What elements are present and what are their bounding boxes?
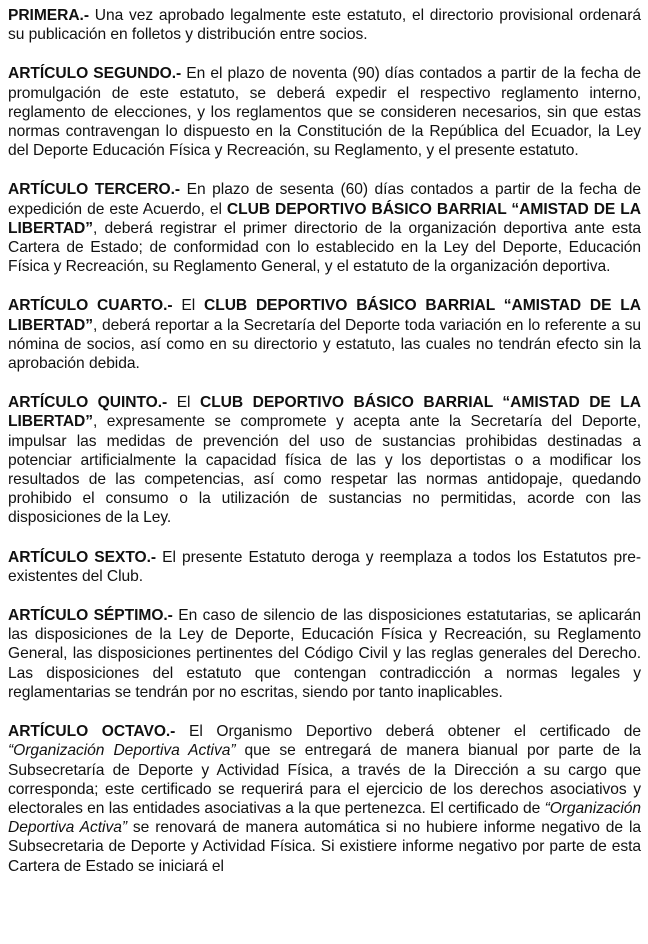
article-heading: ARTÍCULO CUARTO.- [8,297,173,315]
certificate-name: “Organización Deportiva Activa” [8,742,236,760]
club-name: CLUB DEPORTIVO BÁSICO BARRIAL “AMISTAD DE LA LIBERTAD” [8,297,641,334]
article-text: En caso de silencio de las disposiciones estatutarias, se aplicarán las disposiciones de la Ley de Deporte, Educación Física y Recreación, su Reglamento General, las disposiciones pertinentes del Código Civil y las reglas generales del Derecho. Las disposiciones del estatuto que contengan contradicción a normas legales y reglamentarias se tendrán por no escritas, siendo por tanto inaplicables. [8,607,641,701]
article-sexto [8,548,641,586]
article-text: se renovará de manera automática si no hubiere informe negativo de la Subsecretaria de Deporte y Actividad Física. Si existiere informe negativo por parte de esta Cartera de Estado se iniciará el [8,819,641,875]
article-octavo [8,722,641,876]
article-text: En el plazo de noventa (90) días contados a partir de la fecha de promulgación de este estatuto, se deberá expedir el respectivo reglamento interno, reglamento de elecciones, y los reglamentos que se consideren necesarios, sin que estas normas contravengan lo dispuesto en la Constitución de la República del Ecuador, la Ley del Deporte Educación Física y Recreación, su Reglamento, y el presente estatuto. [8,65,641,160]
article-cuarto [8,296,641,373]
club-name: CLUB DEPORTIVO BÁSICO BARRIAL “AMISTAD DE LA LIBERTAD” [8,200,641,237]
article-text: , deberá reportar a la Secretaría del Deporte toda variación en lo referente a su nómina de socios, así como en su directorio y estatuto, las cuales no tendrán efecto sin la aprobación debida. [8,316,641,373]
article-text: , deberá registrar el primer directorio de la organización deportiva ante esta Cartera de Estado; de conformidad con lo establecido en la Ley del Deporte, Educación Física y Recreación, su Reglamento General, y el estatuto de la organización deportiva. [8,219,641,276]
article-primera [8,6,641,44]
article-heading: PRIMERA.- [8,7,89,24]
article-heading: ARTÍCULO TERCERO.- [8,181,181,199]
article-segundo [8,64,641,160]
article-septimo [8,606,641,702]
club-name: CLUB DEPORTIVO BÁSICO BARRIAL “AMISTAD DE LA LIBERTAD” [8,394,641,431]
article-tercero [8,180,641,276]
article-text: El Organismo Deportivo deberá obtener el certificado de [175,723,641,741]
article-text: , expresamente se compromete y acepta ante la Secretaría del Deporte, impulsar las medidas de prevención del uso de sustancias prohibidas destinadas a potenciar artificialmente la capacidad física de las y los deportistas o a modificar los resultados de las competencias, así como respetar las normas antidopaje, quedando prohibido el consumo o la utilización de sustancias no permitidas, acorde con las disposiciones de la Ley. [8,413,641,527]
article-text: El presente Estatuto deroga y reemplaza a todos los Estatutos pre-existentes del Club. [8,548,641,585]
certificate-name: “Organización Deportiva Activa” [8,799,641,837]
article-heading: ARTÍCULO SEXTO.- [8,548,157,566]
article-text: El [172,297,205,315]
article-heading: ARTÍCULO OCTAVO.- [8,723,176,741]
article-heading: ARTÍCULO SÉPTIMO.- [8,607,173,625]
article-text: Una vez aprobado legalmente este estatuto, el directorio provisional ordenará su publicación en folletos y distribución entre socios. [8,7,641,44]
article-heading: ARTÍCULO QUINTO.- [8,394,168,412]
article-text: que se entregará de manera bianual por parte de la Subsecretaría de Deporte y Actividad Física, a través de la Dirección a su cargo que corresponda; este certificado se requerirá para el ejercicio de los derechos asociativos y electorales en las entidades asociativas a la que pertenezca. El certificado de [8,742,641,817]
article-heading: ARTÍCULO SEGUNDO.- [8,65,182,83]
article-quinto [8,393,641,527]
article-text: El [167,394,200,412]
article-text: En plazo de sesenta (60) días contados a partir de la fecha de expedición de este Acuerdo, el [8,181,642,218]
